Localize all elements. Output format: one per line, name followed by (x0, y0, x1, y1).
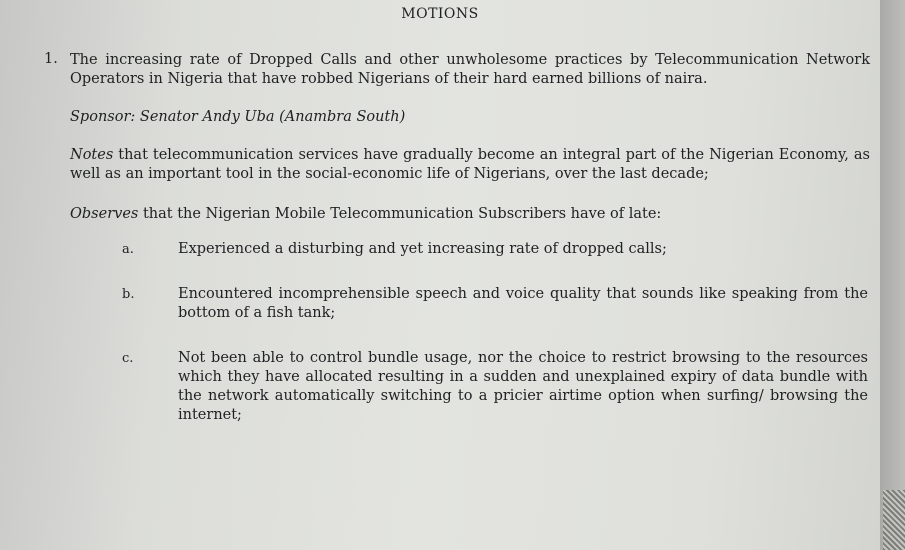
observes-lead: Observes (70, 206, 139, 222)
binding-texture (883, 490, 905, 550)
motion-number: 1. (44, 51, 58, 67)
motion-title: The increasing rate of Dropped Calls and other unwholesome practices by Telecommunication Network Operators in Nigeria that have robbed Nigerians of their hard earned billions of naira. (70, 52, 870, 87)
list-item-text-c: Not been able to control bundle usage, nor the choice to restrict browsing to the resources which they have allocated resulting in a sudden and unexplained expiry of data bundle with the network automatically switching to a pricier airtime option when surfing/ browsing the internet; (178, 350, 868, 423)
underlying-page-edge (880, 0, 905, 550)
page-heading: MOTIONS (401, 6, 479, 22)
notes-lead: Notes (70, 147, 114, 163)
observes-text: that the Nigerian Mobile Telecommunication Subscribers have of late: (138, 206, 662, 222)
list-item-letter-a: a. (122, 242, 134, 257)
observes-paragraph (70, 205, 661, 224)
list-item-text-a: Experienced a disturbing and yet increasing rate of dropped calls; (178, 241, 667, 257)
notes-text: that telecommunication services have gradually become an integral part of the Nigerian Economy, as well as an important tool in the social-economic life of Nigerians, over the last decade; (70, 147, 870, 182)
list-item-text-b: Encountered incomprehensible speech and voice quality that sounds like speaking from the bottom of a fish tank; (178, 286, 868, 321)
motion-sponsor: Sponsor: Senator Andy Uba (Anambra South) (70, 109, 406, 125)
notes-paragraph (70, 146, 870, 184)
list-item-letter-c: c. (122, 351, 134, 366)
list-item-letter-b: b. (122, 287, 135, 302)
